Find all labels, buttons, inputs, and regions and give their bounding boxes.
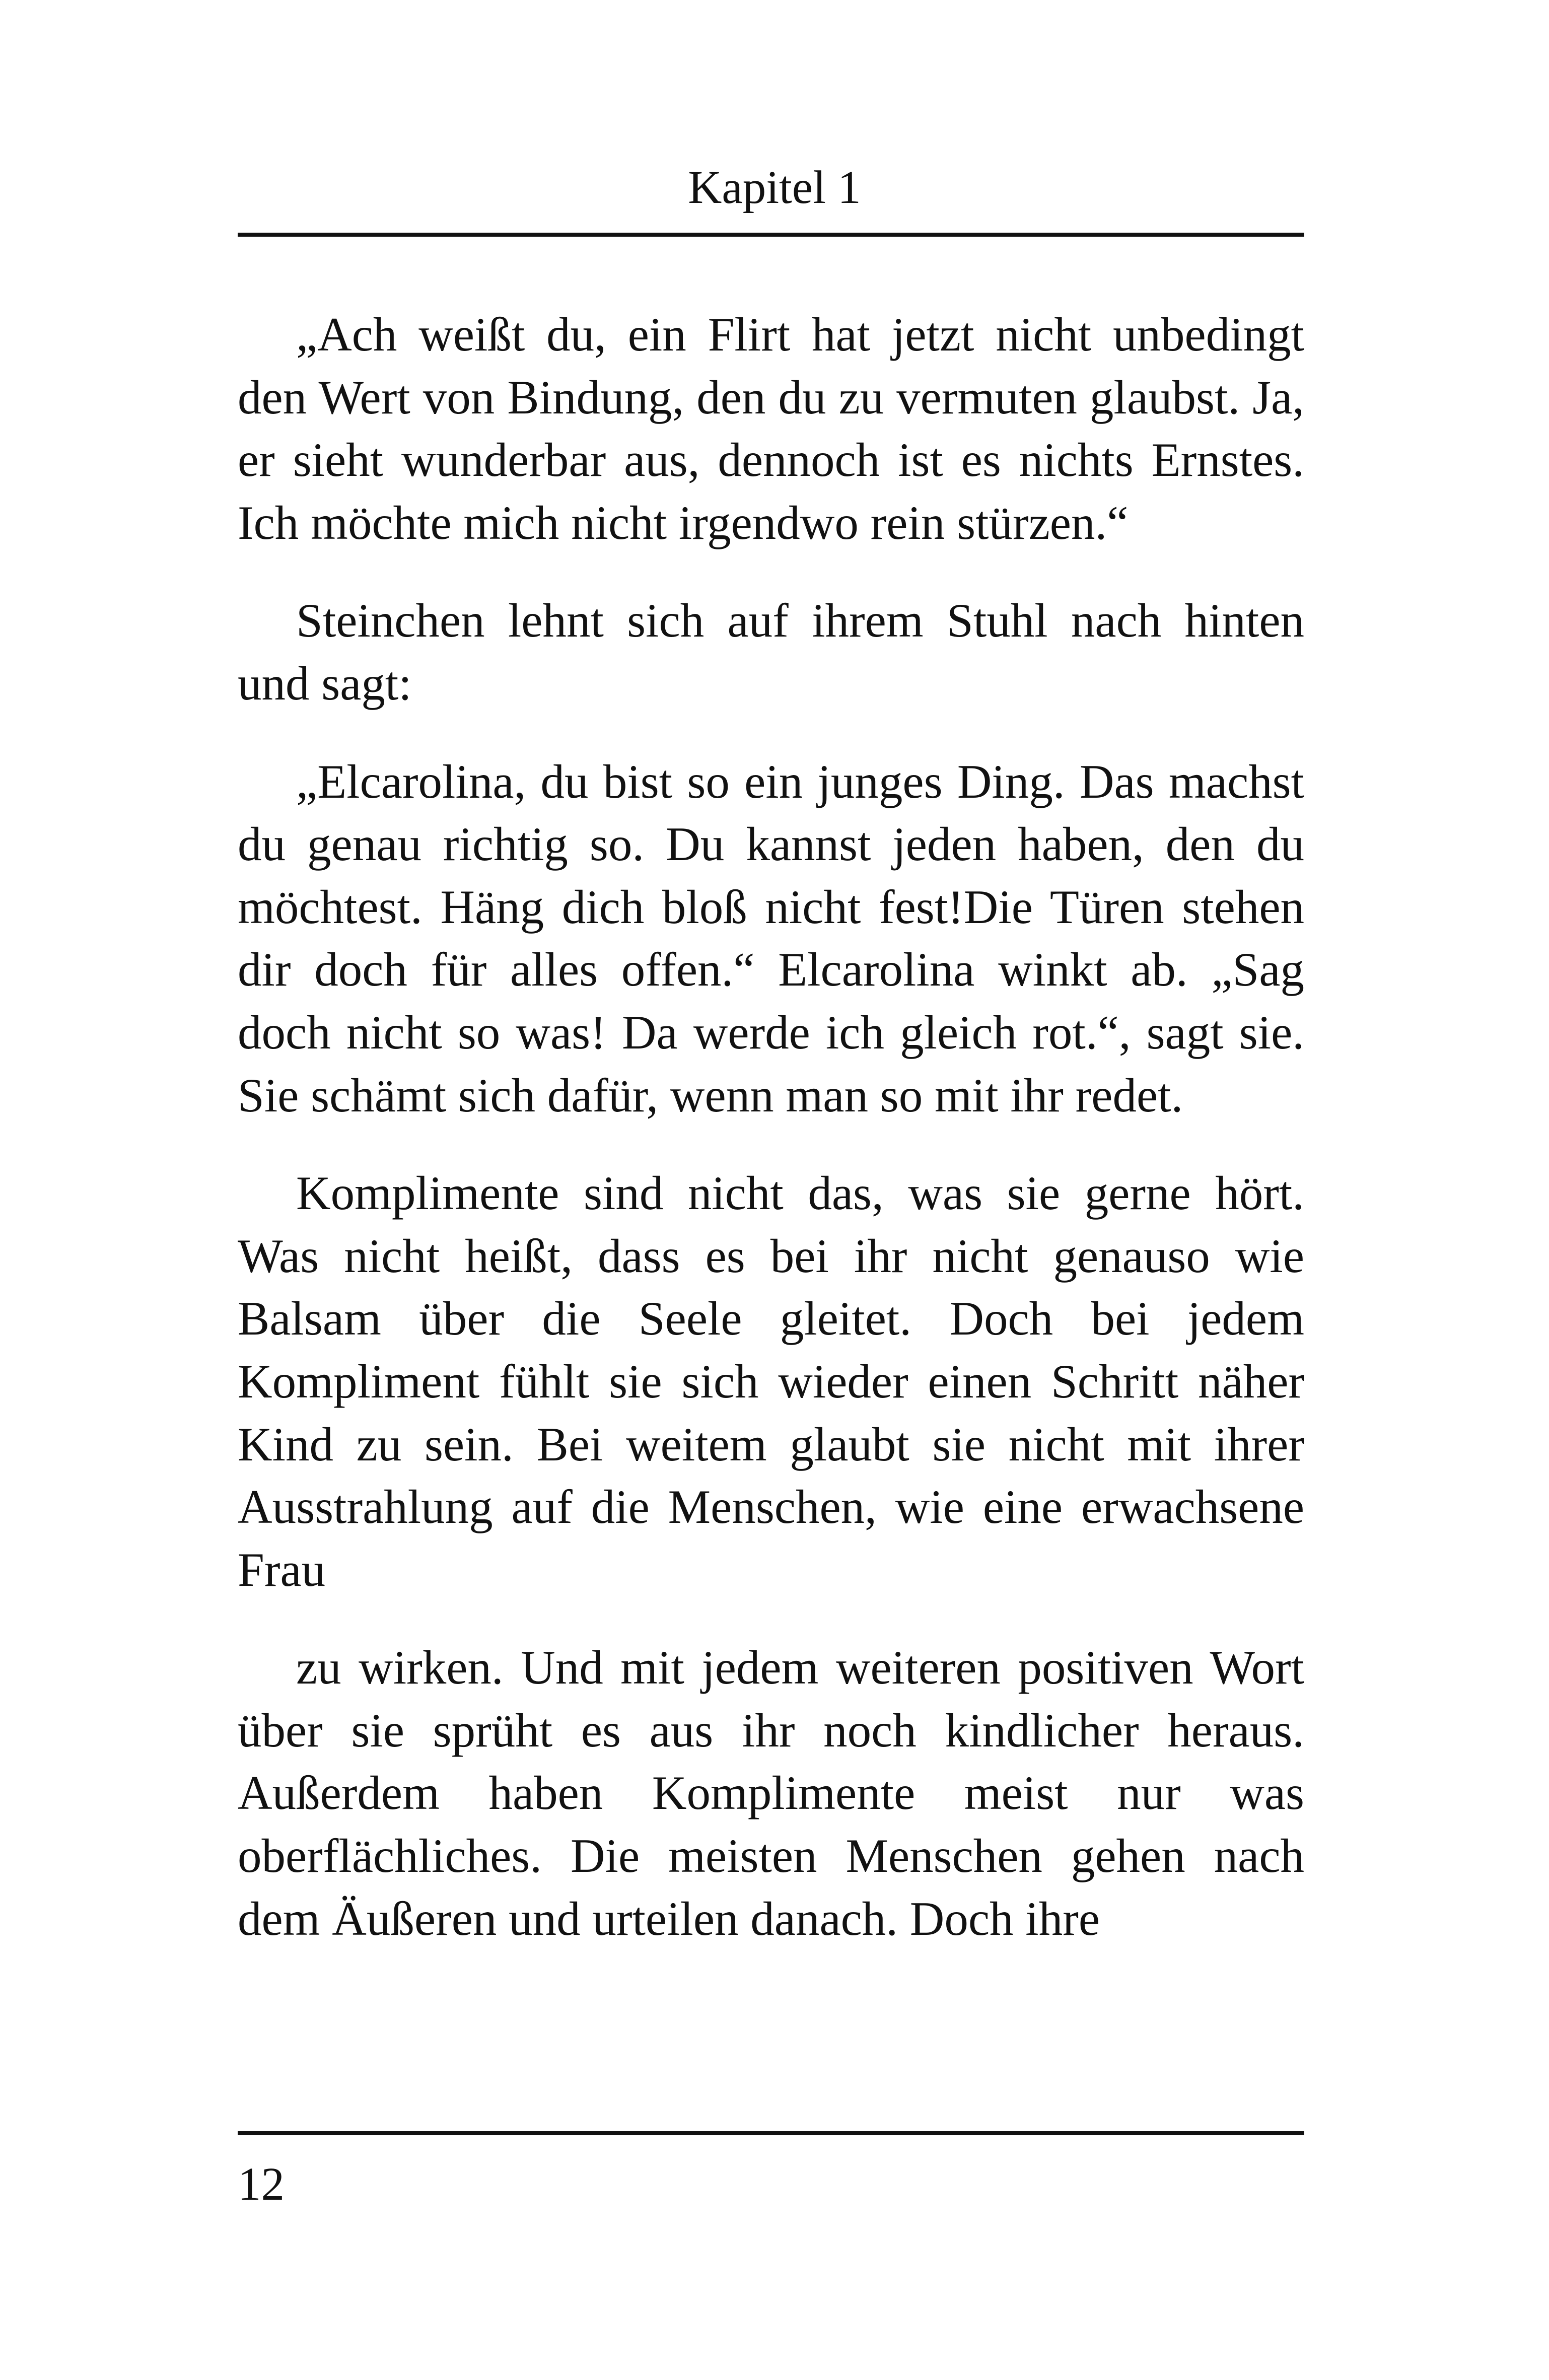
paragraph: „Elcarolina, du bist so ein junges Ding. Das machst du genau richtig so. Du kannst jeden haben, den du möchtest. Häng dich bloß nicht fest!Die Türen stehen dir doch für alles offen.“ Elcarolina winkt ab. „Sag doch nicht so was! Da werde ich gleich rot.“, sagt sie. Sie schämt sich dafür, wenn man so mit ihr redet. xyxy=(238,754,1304,1122)
running-header-chapter-title: Kapitel 1 xyxy=(688,162,861,214)
paragraph: zu wirken. Und mit jedem weiteren positiven Wort über sie sprüht es aus ihr noch kindlicher heraus. Außerdem haben Komplimente meist nur was oberflächliches. Die meisten Menschen gehen nach dem Äußeren und urteilen danach. Doch ihre xyxy=(238,1641,1304,1945)
paragraph: Komplimente sind nicht das, was sie gerne hört. Was nicht heißt, dass es bei ihr nicht genauso wie Balsam über die Seele gleitet. Doch bei jedem Kompliment fühlt sie sich wieder einen Schritt näher Kind zu sein. Bei weitem glaubt sie nicht mit ihrer Ausstrahlung auf die Menschen, wie eine erwachsene Frau xyxy=(238,1166,1304,1596)
paragraph: Steinchen lehnt sich auf ihrem Stuhl nach hinten und sagt: xyxy=(238,594,1304,710)
page-number: 12 xyxy=(238,2158,285,2210)
footer-rule xyxy=(238,2131,1304,2135)
paragraph: „Ach weißt du, ein Flirt hat jetzt nicht unbedingt den Wert von Bindung, den du zu vermuten glaubst. Ja, er sieht wunderbar aus, dennoch ist es nichts Ernstes. Ich möchte mich nicht irgendwo rein stürzen.“ xyxy=(238,308,1304,549)
header-rule xyxy=(238,233,1304,237)
page-body xyxy=(238,303,1304,1950)
